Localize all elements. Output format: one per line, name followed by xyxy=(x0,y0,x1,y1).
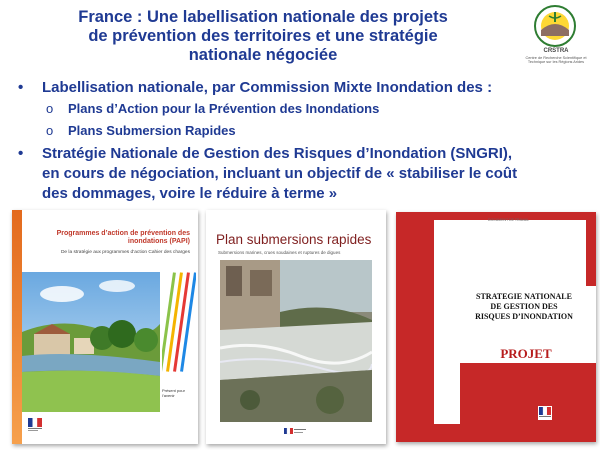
marianne-logo-icon xyxy=(538,406,552,420)
bullet-symbol: • xyxy=(18,79,24,96)
sngri-cover xyxy=(396,212,596,442)
papi-title: Programmes d’action de prévention des inondations (PAPI) xyxy=(56,230,190,245)
psr-cover xyxy=(206,210,386,444)
papi-color-stripes xyxy=(162,272,196,382)
sngri-stamp: PROJET xyxy=(500,346,552,361)
title-line-1: France : Une labellisation nationale des projets xyxy=(78,8,448,26)
sngri-red-frame xyxy=(396,212,596,442)
papi-cover xyxy=(12,210,198,444)
psr-title: Plan submersions rapides xyxy=(216,232,372,247)
bullet-2-line-2: en cours de négociation, incluant un objectif de « stabiliser le coût xyxy=(42,165,518,182)
bullet-1-text: Labellisation nationale, par Commission Mixte Inondation des : xyxy=(42,79,493,96)
bullet-2-line-3: des dommages, voire le réduire à terme » xyxy=(42,185,338,202)
slide-title xyxy=(14,8,512,65)
sngri-header: DOCUMENT DE TRAVAIL xyxy=(488,218,529,222)
crstra-emblem-icon xyxy=(532,4,578,48)
papi-tagline: Présent pour l’avenir xyxy=(162,388,185,398)
sub-bullet-1-text: Plans d’Action pour la Prévention des Inondations xyxy=(68,101,380,116)
bullet-symbol: • xyxy=(18,145,24,162)
title-line-3: nationale négociée xyxy=(188,46,338,64)
sub-bullet-symbol: o xyxy=(46,101,54,116)
title-line-2: de prévention des territoires et une stratégie xyxy=(88,27,438,45)
papi-landscape-photo xyxy=(22,272,160,412)
marianne-logo-icon xyxy=(28,418,42,432)
psr-subtitle: Submersions marines, crues soudaines et ruptures de digues xyxy=(218,250,341,255)
papi-subtitle: De la stratégie aux programmes d’action Cahier des charges xyxy=(60,250,190,255)
sub-bullet-2-text: Plans Submersion Rapides xyxy=(68,123,236,138)
marianne-logo-icon xyxy=(284,428,306,438)
papi-accent-bar xyxy=(12,210,22,444)
sngri-title-line-2: DE GESTION DES xyxy=(490,302,558,311)
logo-name: CRSTRA xyxy=(543,48,569,54)
sngri-title xyxy=(454,292,594,322)
bullet-2-line-1: Stratégie Nationale de Gestion des Risques d’Inondation (SNGRI), xyxy=(42,145,513,162)
psr-flood-photo xyxy=(220,260,372,422)
sngri-title-line-1: STRATEGIE NATIONALE xyxy=(476,292,572,301)
sngri-title-line-3: RISQUES D’INONDATION xyxy=(475,312,573,321)
logo-subtitle: Centre de Recherche Scientifique et Technique sur les Régions Arides xyxy=(525,56,587,65)
crstra-logo xyxy=(518,4,594,70)
sub-bullet-symbol: o xyxy=(46,123,54,138)
